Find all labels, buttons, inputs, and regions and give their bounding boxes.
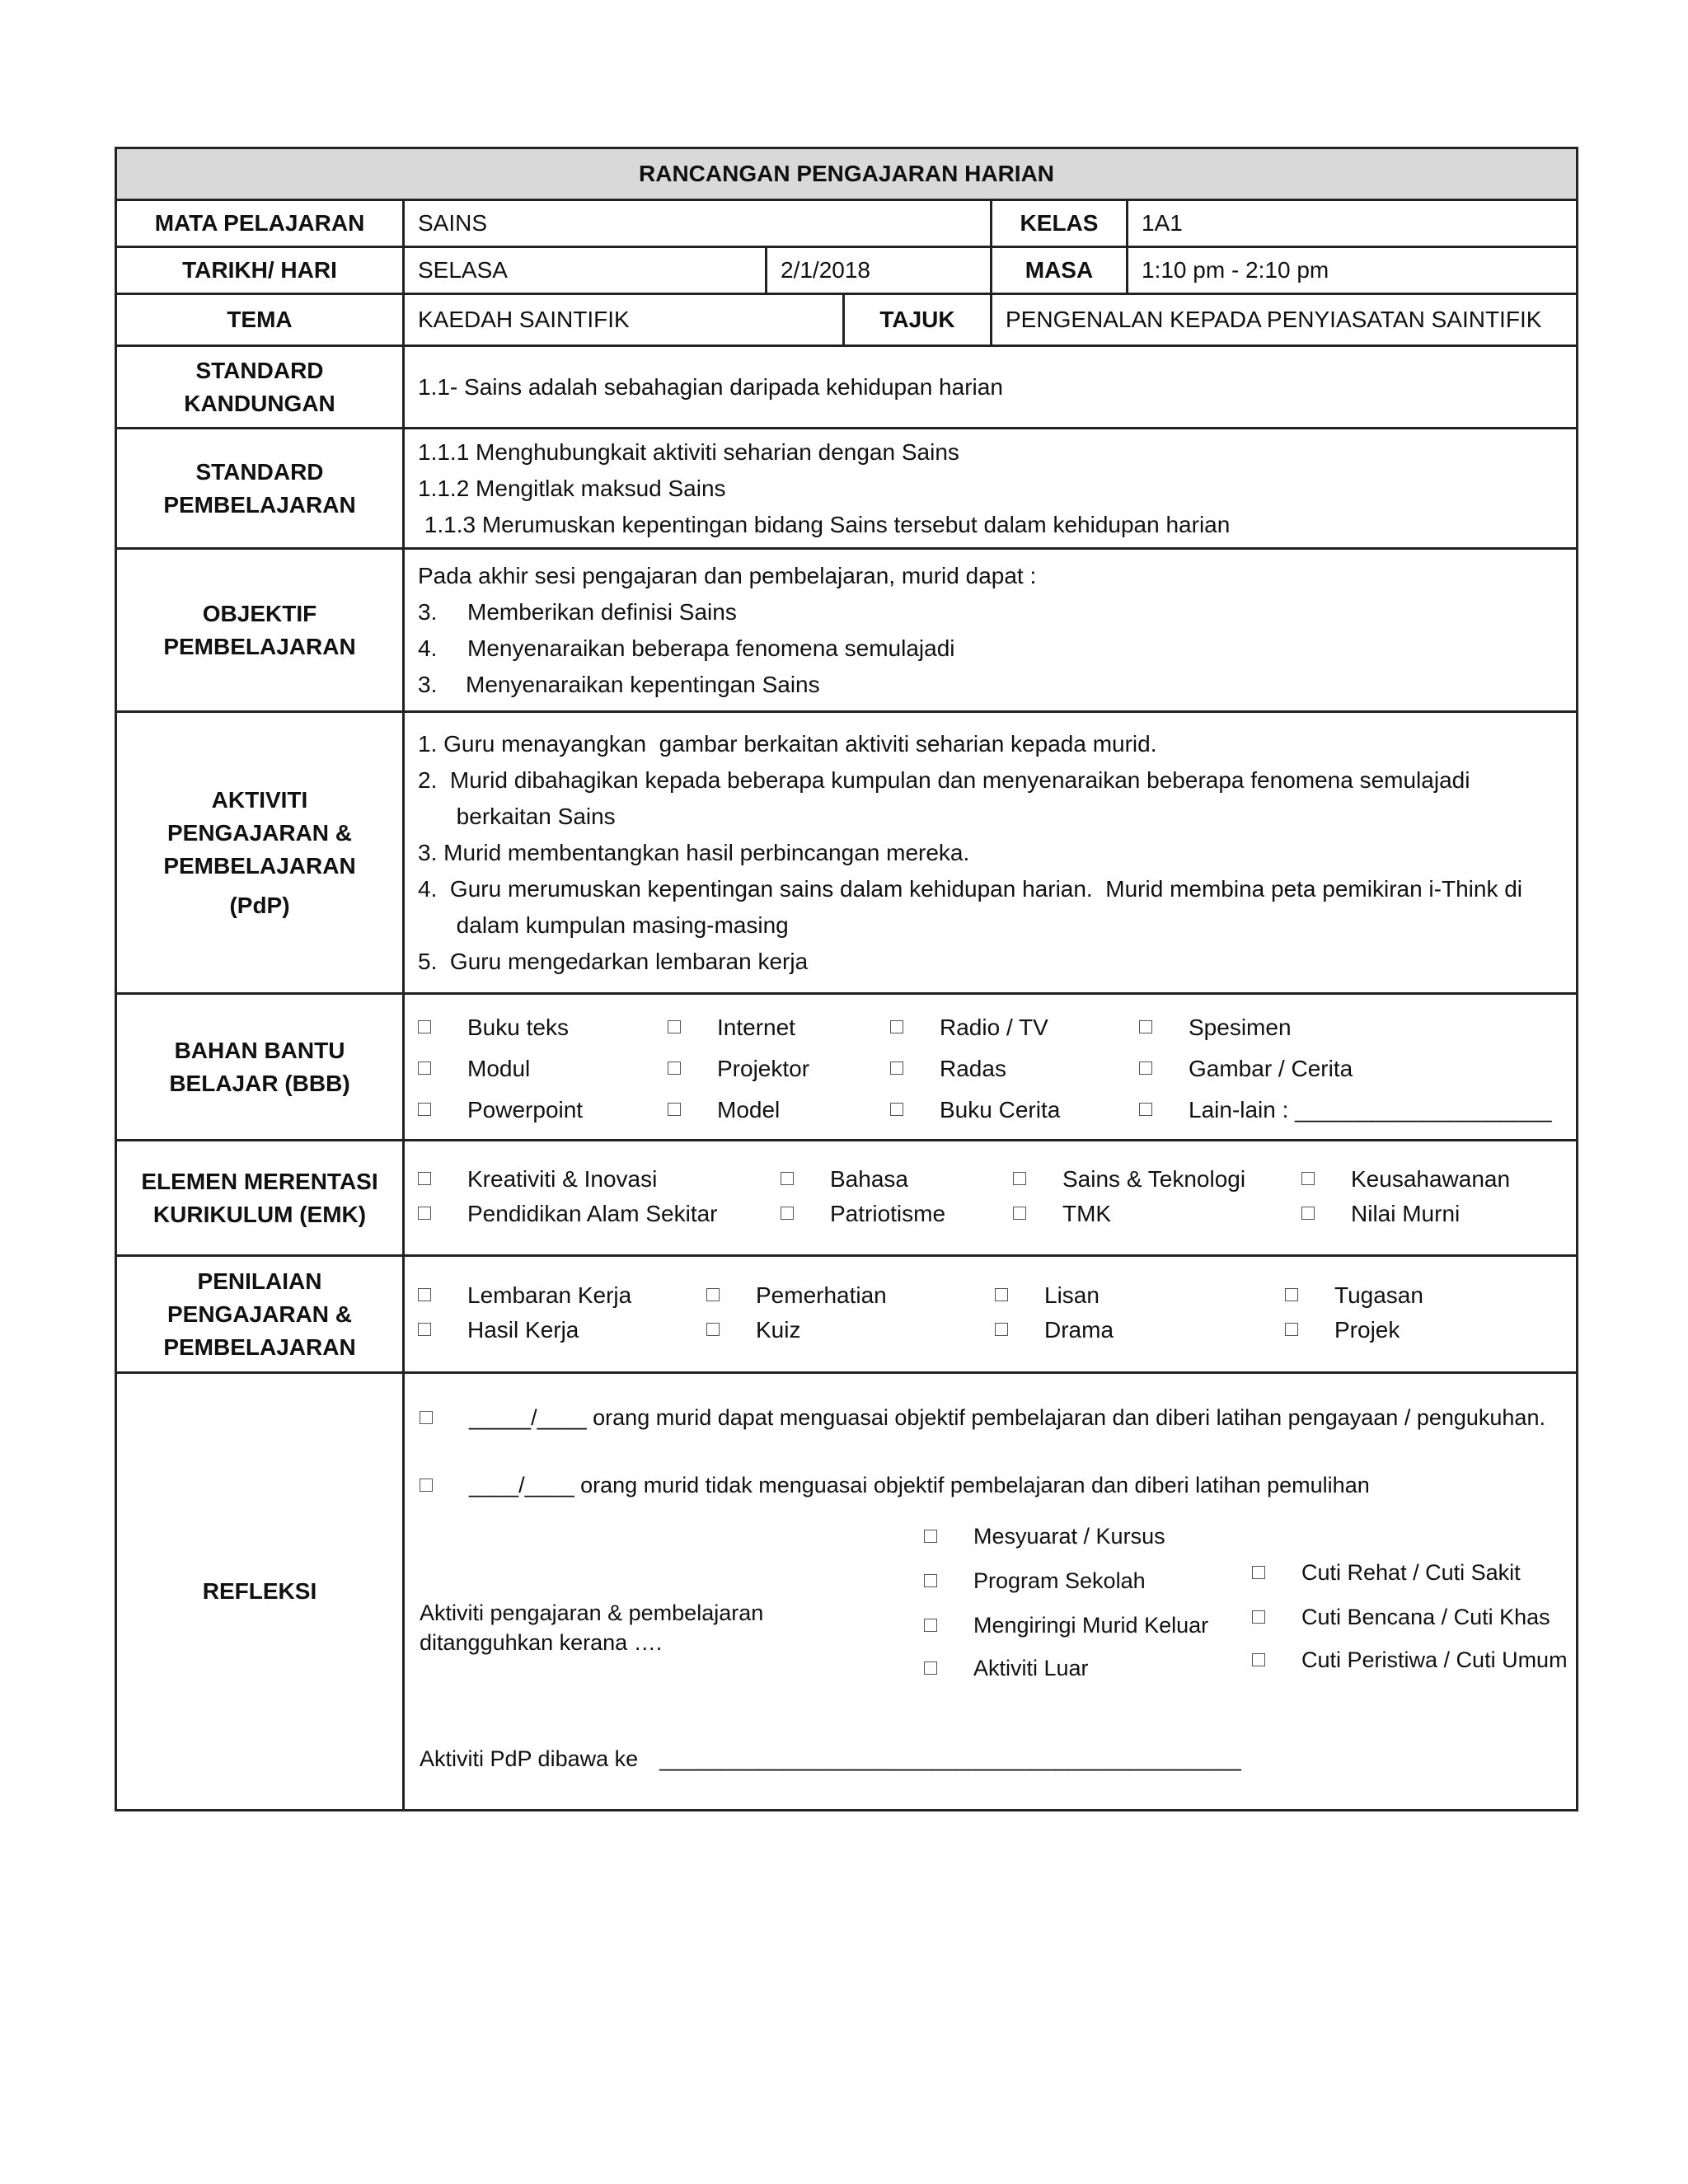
list-item: 1.1.3 Merumuskan kepentingan bidang Sains tersebut dalam kehidupan harian — [418, 511, 1231, 537]
checkbox-icon[interactable] — [924, 1574, 937, 1587]
reason-option[interactable]: Cuti Bencana / Cuti Khas — [1252, 1605, 1550, 1630]
checkbox-icon[interactable] — [1139, 1020, 1152, 1033]
standard-kandungan-label: STANDARD KANDUNGAN — [116, 346, 404, 429]
reason-option[interactable]: Cuti Peristiwa / Cuti Umum — [1252, 1647, 1568, 1673]
masa-label: MASA — [992, 247, 1128, 294]
checkbox-icon[interactable] — [924, 1530, 937, 1543]
kelas-label: KELAS — [992, 200, 1128, 247]
checkbox-icon[interactable] — [1252, 1653, 1265, 1666]
bbb-option[interactable]: Buku teks — [418, 1007, 668, 1048]
list-item: dalam kumpulan masing-masing — [418, 912, 789, 938]
checkbox-icon[interactable] — [418, 1172, 431, 1185]
penilaian-option[interactable]: Lisan — [995, 1278, 1285, 1313]
refleksi-not-mastered-line[interactable]: ____/____ orang murid tidak menguasai objektif pembelajaran dan diberi latihan pemulihan — [420, 1473, 1370, 1498]
checkbox-icon[interactable] — [890, 1020, 903, 1033]
list-item: 3. Memberikan definisi Sains — [418, 598, 737, 625]
checkbox-icon[interactable] — [890, 1062, 903, 1075]
emk-option[interactable]: TMK — [1013, 1197, 1301, 1231]
checkbox-icon[interactable] — [781, 1172, 794, 1185]
emk-option[interactable]: Keusahawanan — [1301, 1162, 1549, 1197]
bbb-option[interactable]: Spesimen — [1139, 1007, 1469, 1048]
hari-value: SELASA — [404, 247, 767, 294]
reason-option[interactable]: Program Sekolah — [924, 1568, 1146, 1594]
lesson-plan-sheet — [115, 147, 1576, 1811]
carry-forward-line[interactable]: Aktiviti PdP dibawa ke _______________________________________________ — [420, 1746, 1241, 1771]
checkbox-icon[interactable] — [418, 1020, 431, 1033]
postponed-label: Aktiviti pengajaran & pembelajaran ditangguhkan kerana …. — [420, 1601, 764, 1655]
checkbox-icon[interactable] — [781, 1207, 794, 1220]
checkbox-icon[interactable] — [668, 1062, 681, 1075]
aktiviti-label: AKTIVITI PENGAJARAN & PEMBELAJARAN (PdP) — [116, 712, 404, 994]
penilaian-option[interactable]: Kuiz — [706, 1313, 995, 1347]
penilaian-option[interactable]: Pemerhatian — [706, 1278, 995, 1313]
tarikh-value: 2/1/2018 — [767, 247, 992, 294]
list-item: 4. Guru merumuskan kepentingan sains dalam kehidupan harian. Murid membina peta pemikiran i-Think di — [418, 875, 1523, 902]
lesson-plan-table — [115, 147, 1578, 1811]
checkbox-icon[interactable] — [995, 1288, 1008, 1301]
checkbox-icon[interactable] — [418, 1103, 431, 1116]
reason-option[interactable]: Mengiringi Murid Keluar — [924, 1613, 1208, 1638]
list-item: 3. Menyenaraikan kepentingan Sains — [418, 671, 820, 697]
list-item: 1.1.1 Menghubungkait aktiviti seharian dengan Sains — [418, 438, 959, 465]
emk-checklist — [404, 1141, 1578, 1256]
bbb-option[interactable]: Radas — [890, 1048, 1139, 1090]
mata-pelajaran-label: MATA PELAJARAN — [116, 200, 404, 247]
checkbox-icon[interactable] — [1285, 1323, 1298, 1336]
checkbox-icon[interactable] — [418, 1323, 431, 1336]
emk-option[interactable]: Bahasa — [781, 1162, 1013, 1197]
checkbox-icon[interactable] — [706, 1323, 720, 1336]
bbb-option[interactable]: Model — [668, 1090, 890, 1131]
checkbox-icon[interactable] — [668, 1103, 681, 1116]
checkbox-icon[interactable] — [1139, 1103, 1152, 1116]
bbb-option[interactable]: Internet — [668, 1007, 890, 1048]
checkbox-icon[interactable] — [1252, 1610, 1265, 1624]
penilaian-option[interactable]: Hasil Kerja — [418, 1313, 706, 1347]
mata-pelajaran-value: SAINS — [404, 200, 992, 247]
bbb-option[interactable]: Modul — [418, 1048, 668, 1090]
checkbox-icon[interactable] — [1139, 1062, 1152, 1075]
refleksi-label: REFLEKSI — [116, 1373, 404, 1811]
list-item: berkaitan Sains — [418, 803, 616, 829]
tajuk-label: TAJUK — [844, 294, 992, 346]
aktiviti-list — [404, 712, 1578, 994]
bbb-option[interactable]: Radio / TV — [890, 1007, 1139, 1048]
penilaian-option[interactable]: Tugasan — [1285, 1278, 1532, 1313]
list-item: 4. Menyenaraikan beberapa fenomena semulajadi — [418, 635, 955, 661]
tema-value: KAEDAH SAINTIFIK — [404, 294, 844, 346]
reason-option[interactable]: Mesyuarat / Kursus — [924, 1524, 1165, 1549]
penilaian-option[interactable]: Projek — [1285, 1313, 1532, 1347]
list-item: 5. Guru mengedarkan lembaran kerja — [418, 948, 809, 974]
refleksi-section — [404, 1373, 1578, 1811]
penilaian-option[interactable]: Drama — [995, 1313, 1285, 1347]
kelas-value: 1A1 — [1128, 200, 1578, 247]
penilaian-checklist — [404, 1256, 1578, 1373]
bbb-option[interactable]: Gambar / Cerita — [1139, 1048, 1469, 1090]
bbb-option[interactable]: Buku Cerita — [890, 1090, 1139, 1131]
penilaian-option[interactable]: Lembaran Kerja — [418, 1278, 706, 1313]
checkbox-icon[interactable] — [706, 1288, 720, 1301]
checkbox-icon[interactable] — [924, 1619, 937, 1632]
masa-value: 1:10 pm - 2:10 pm — [1128, 247, 1578, 294]
tarikh-label: TARIKH/ HARI — [116, 247, 404, 294]
list-item: 3. Murid membentangkan hasil perbincangan mereka. — [418, 839, 970, 865]
standard-pembelajaran-label: STANDARD PEMBELAJARAN — [116, 429, 404, 549]
checkbox-icon[interactable] — [924, 1661, 937, 1675]
reason-option[interactable]: Cuti Rehat / Cuti Sakit — [1252, 1560, 1521, 1586]
list-item: 2. Murid dibahagikan kepada beberapa kumpulan dan menyenaraikan beberapa fenomena semulajadi — [418, 766, 1470, 793]
checkbox-icon[interactable] — [995, 1323, 1008, 1336]
checkbox-icon[interactable] — [1013, 1207, 1026, 1220]
list-item: 1.1.2 Mengitlak maksud Sains — [418, 475, 726, 501]
bbb-option[interactable]: Lain-lain : ____________________ — [1139, 1090, 1469, 1131]
emk-option[interactable]: Kreativiti & Inovasi — [418, 1162, 781, 1197]
checkbox-icon[interactable] — [418, 1288, 431, 1301]
checkbox-icon[interactable] — [1013, 1172, 1026, 1185]
standard-kandungan-value: 1.1- Sains adalah sebahagian daripada kehidupan harian — [404, 346, 1578, 429]
objektif-intro: Pada akhir sesi pengajaran dan pembelajaran, murid dapat : — [418, 562, 1037, 588]
page-title: RANCANGAN PENGAJARAN HARIAN — [116, 148, 1578, 200]
checkbox-icon[interactable] — [418, 1207, 431, 1220]
checkbox-icon[interactable] — [1301, 1172, 1315, 1185]
tema-label: TEMA — [116, 294, 404, 346]
penilaian-label: PENILAIAN PENGAJARAN & PEMBELAJARAN — [116, 1256, 404, 1373]
objektif-label: OBJEKTIF PEMBELAJARAN — [116, 549, 404, 712]
refleksi-mastered-line[interactable]: _____/____ orang murid dapat menguasai objektif pembelajaran dan diberi latihan pengayaan / pengukuhan. — [420, 1405, 1545, 1431]
bbb-option[interactable]: Powerpoint — [418, 1090, 668, 1131]
bbb-option[interactable]: Projektor — [668, 1048, 890, 1090]
objektif-list — [404, 549, 1578, 712]
checkbox-icon[interactable] — [890, 1103, 903, 1116]
checkbox-icon[interactable] — [420, 1479, 433, 1492]
tajuk-value: PENGENALAN KEPADA PENYIASATAN SAINTIFIK — [992, 294, 1578, 346]
standard-pembelajaran-list — [404, 429, 1578, 549]
emk-option[interactable]: Sains & Teknologi — [1013, 1162, 1301, 1197]
emk-option[interactable]: Patriotisme — [781, 1197, 1013, 1231]
bbb-label: BAHAN BANTU BELAJAR (BBB) — [116, 994, 404, 1141]
emk-option[interactable]: Pendidikan Alam Sekitar — [418, 1197, 781, 1231]
checkbox-icon[interactable] — [420, 1411, 433, 1424]
list-item: 1. Guru menayangkan gambar berkaitan aktiviti seharian kepada murid. — [418, 730, 1157, 757]
checkbox-icon[interactable] — [1252, 1566, 1265, 1579]
reason-option[interactable]: Aktiviti Luar — [924, 1656, 1089, 1681]
emk-option[interactable]: Nilai Murni — [1301, 1197, 1549, 1231]
emk-label: ELEMEN MERENTASI KURIKULUM (EMK) — [116, 1141, 404, 1256]
bbb-checklist — [404, 994, 1578, 1141]
checkbox-icon[interactable] — [1301, 1207, 1315, 1220]
checkbox-icon[interactable] — [418, 1062, 431, 1075]
checkbox-icon[interactable] — [1285, 1288, 1298, 1301]
checkbox-icon[interactable] — [668, 1020, 681, 1033]
